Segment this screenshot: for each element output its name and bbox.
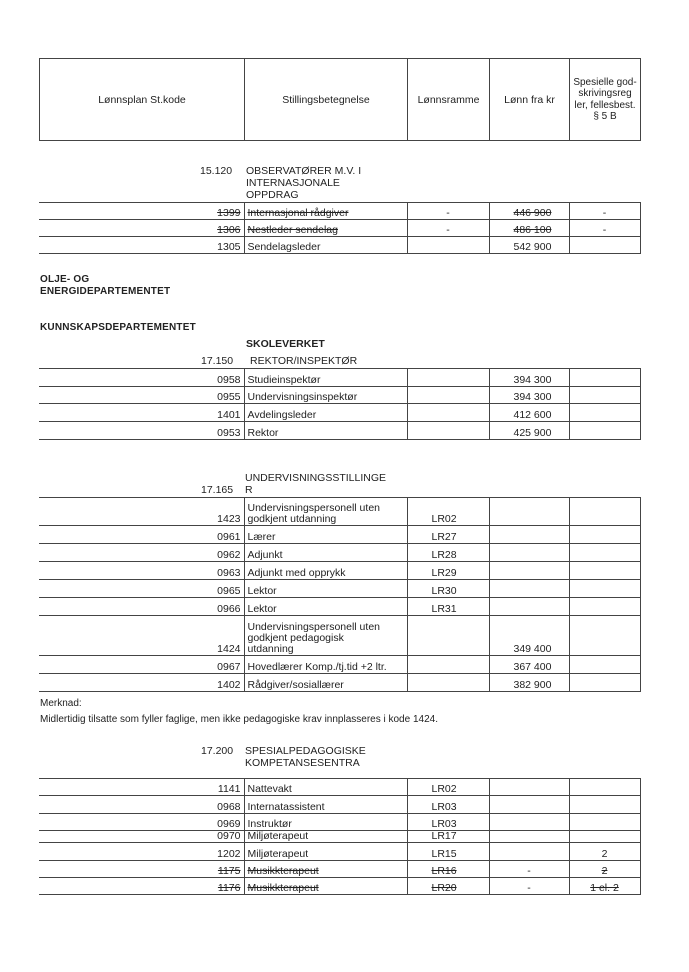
section-17200-title: SPESIALPEDAGOGISKE KOMPETANSESENTRA [245, 745, 366, 769]
table-row: 0970 Miljøterapeut LR17 [39, 831, 640, 843]
table-row: 0961 Lærer LR27 [39, 526, 640, 544]
table-row: 1399 Internasjonal rådgiver - 446 900 - [39, 203, 640, 220]
header-title: Stillingsbetegnelse [245, 59, 408, 141]
table-row: 0968 Internatassistent LR03 [39, 796, 640, 814]
table-row: 1401 Avdelingsleder 412 600 [39, 404, 640, 422]
table-row: 0969 Instruktør LR03 [39, 814, 640, 831]
table-row: 1423 Undervisningspersonell uten godkjent utdanning LR02 [39, 498, 640, 526]
table-row: 0966 Lektor LR31 [39, 598, 640, 616]
section-17150-title: REKTOR/INSPEKTØR [250, 355, 358, 367]
section-17200-table [39, 778, 641, 895]
header-salary-from: Lønn fra kr [490, 59, 570, 141]
table-row: 0965 Lektor LR30 [39, 580, 640, 598]
skoleverket-heading: SKOLEVERKET [246, 338, 325, 350]
table-row: 0967 Hovedlærer Komp./tj.tid +2 ltr. 367 400 [39, 656, 640, 674]
table-row: 1175 Musikkterapeut LR16 - 2 [39, 861, 640, 878]
section-17165-title: UNDERVISNINGSSTILLINGE R [245, 472, 387, 496]
table-row: 1306 Nestleder sendelag - 486 100 - [39, 220, 640, 237]
table-row: 1305 Sendelagsleder 542 900 [39, 237, 640, 254]
section-15120-table [39, 202, 641, 254]
section-17165-code: 17.165 [201, 484, 234, 496]
table-row: 0958 Studieinspektør 394 300 [39, 369, 640, 387]
table-row: 0955 Undervisningsinspektør 394 300 [39, 387, 640, 404]
header-plan-code: Lønnsplan St.kode [40, 59, 245, 141]
table-row: 1202 Miljøterapeut LR15 2 [39, 843, 640, 861]
column-header-table [39, 58, 641, 141]
note-label: Merknad: [40, 698, 82, 709]
header-salary-frame: Lønnsramme [408, 59, 490, 141]
section-15120-title: OBSERVATØRER M.V. I INTERNASJONALE OPPDRAG [246, 165, 362, 201]
department-kunnskap: KUNNSKAPSDEPARTEMENTET [40, 322, 196, 333]
header-special-rules: Spesielle god-skrivingsreg ler, fellesbest. § 5 B [570, 59, 641, 141]
department-olje: OLJE- OG ENERGIDEPARTEMENTET [40, 274, 171, 297]
table-row: 0963 Adjunkt med opprykk LR29 [39, 562, 640, 580]
table-row: 1176 Musikkterapeut LR20 - 1 el. 2 [39, 878, 640, 895]
section-17165-table [39, 497, 641, 692]
section-17200-code: 17.200 [201, 745, 234, 757]
table-row: 0962 Adjunkt LR28 [39, 544, 640, 562]
section-17150-table [39, 368, 641, 440]
table-row: 1402 Rådgiver/sosiallærer 382 900 [39, 674, 640, 692]
note-text: Midlertidig tilsatte som fyller faglige, men ikke pedagogiske krav innplasseres i kode 1424. [40, 714, 438, 725]
table-row: 1141 Nattevakt LR02 [39, 779, 640, 796]
section-15120-code: 15.120 [200, 165, 233, 177]
table-row: 1424 Undervisningspersonell uten godkjent pedagogisk utdanning 349 400 [39, 616, 640, 656]
table-row: 0953 Rektor 425 900 [39, 422, 640, 440]
section-17150-code: 17.150 [201, 355, 234, 367]
